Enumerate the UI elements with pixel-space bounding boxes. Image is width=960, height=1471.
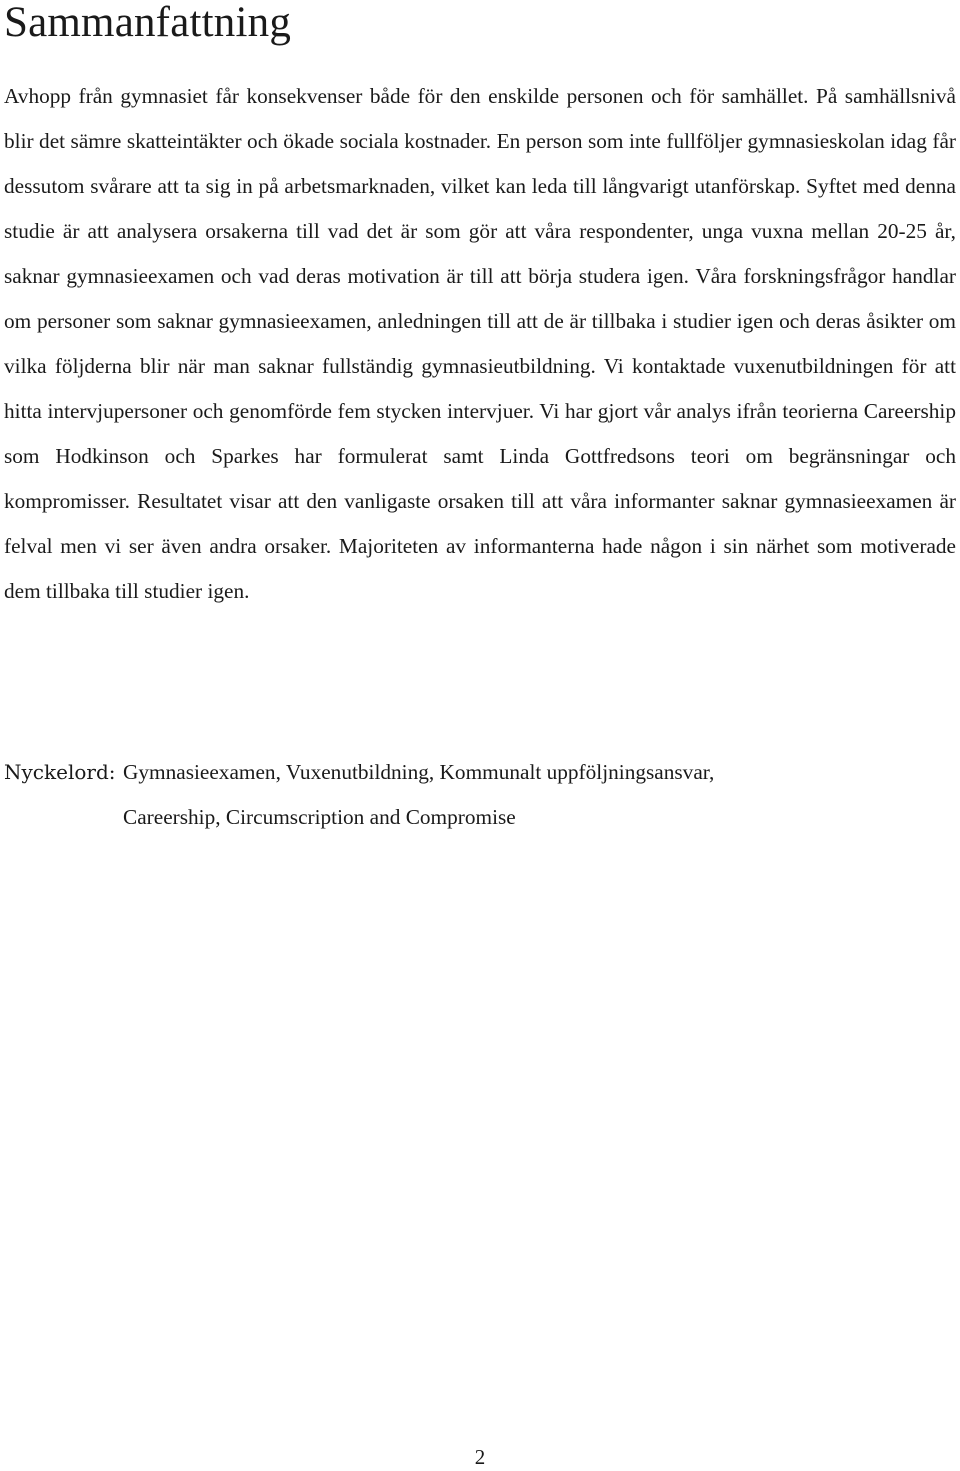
page-title: Sammanfattning [4, 0, 292, 46]
keywords-list-part-2: Careership, Circumscription and Compromise [123, 805, 516, 829]
keywords-line-1 [4, 750, 904, 795]
keywords-section [4, 750, 904, 840]
page-number: 2 [474, 1445, 486, 1469]
abstract-paragraph: Avhopp från gymnasiet får konsekvenser både för den enskilde personen och för samhället. På samhällsnivå blir det sämre skatteintäkter och ökade sociala kostnader. En person som inte fullföljer gymnasieskolan idag får dessutom svårare att ta sig in på arbetsmarknaden, vilket kan leda till långvarigt utanförskap. Syftet med denna studie är att analysera orsakerna till vad det är som gör att våra respondenter, unga vuxna mellan 20-25 år, saknar gymnasieexamen och vad deras motivation är till att börja studera igen. Våra forskningsfrågor handlar om personer som saknar gymnasieexamen, anledningen till att de är tillbaka i studier igen och deras åsikter om vilka följderna blir när man saknar fullständig gymnasieutbildning. Vi kontaktade vuxenutbildningen för att hitta intervjupersoner och genomförde fem stycken intervjuer. Vi har gjort vår analys ifrån teorierna Careership som Hodkinson och Sparkes har formulerat samt Linda Gottfredsons teori om begränsningar och kompromisser. Resultatet visar att den vanligaste orsaken till att våra informanter saknar gymnasieexamen är felval men vi ser även andra orsaker. Majoriteten av informanterna hade någon i sin närhet som motiverade dem tillbaka till studier igen. [4, 84, 956, 603]
keywords-label: Nyckelord: [4, 760, 116, 784]
keywords-list-part-1: Gymnasieexamen, Vuxenutbildning, Kommunalt uppföljningsansvar, [123, 760, 715, 784]
